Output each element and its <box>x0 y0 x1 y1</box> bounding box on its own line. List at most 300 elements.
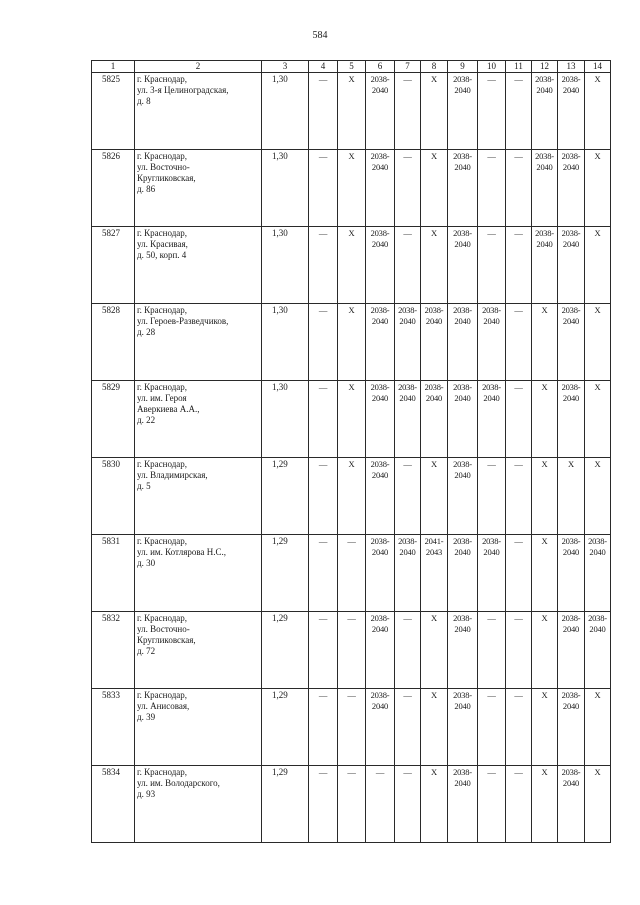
value-cell-col4 <box>309 458 338 535</box>
cell-text: X <box>541 305 548 315</box>
value-cell-col7 <box>395 689 421 766</box>
cell-text: 2040 <box>371 547 389 557</box>
address-line: Кругликовская, <box>137 173 196 183</box>
value-cell-col7 <box>395 612 421 689</box>
cell-text: — <box>318 459 328 469</box>
value-cell-col5 <box>338 304 366 381</box>
cell-text: 2040 <box>536 239 553 249</box>
cell-text: 2040 <box>399 393 416 403</box>
cell-text: — <box>318 74 328 84</box>
value-cell-col4 <box>309 227 338 304</box>
value-cell-col3: 1,29 <box>262 458 309 535</box>
cell-text: 2040 <box>562 624 580 634</box>
value-cell-col3: 1,30 <box>262 73 309 150</box>
address-line: г. Краснодар, <box>137 305 188 315</box>
value-cell-col4 <box>309 73 338 150</box>
cell-text: 2040 <box>483 393 500 403</box>
cell-text: 2038- <box>398 536 417 546</box>
cell-text: — <box>347 613 356 623</box>
column-header: 3 <box>262 61 309 73</box>
value-cell-col8 <box>421 766 448 843</box>
cell-text: X <box>431 459 437 469</box>
address-line: ул. Восточно- <box>137 162 190 172</box>
cell-text: 2038- <box>370 536 390 546</box>
cell-text: 2038- <box>561 151 581 161</box>
cell-text: 2040 <box>562 778 580 788</box>
address-cell <box>135 381 262 458</box>
row-number: 5834 <box>92 766 135 843</box>
cell-text: 2038- <box>561 536 581 546</box>
cell-text: X <box>348 382 355 392</box>
value-cell-col10 <box>478 612 506 689</box>
cell-text: 2040 <box>454 624 471 634</box>
value-cell-col6 <box>366 689 395 766</box>
cell-text: 2038- <box>398 305 417 315</box>
cell-text: X <box>431 74 437 84</box>
address-line: д. 86 <box>137 184 156 194</box>
cell-text: 2038- <box>453 382 472 392</box>
value-cell-col12 <box>532 458 558 535</box>
cell-text: 2038- <box>453 536 472 546</box>
value-cell-col4 <box>309 689 338 766</box>
cell-text: 2038- <box>453 74 472 84</box>
column-header: 4 <box>309 61 338 73</box>
cell-text: 2038- <box>424 382 444 392</box>
cell-text: — <box>403 459 412 469</box>
cell-text: 2040 <box>371 162 389 172</box>
cell-text: 2038- <box>561 690 581 700</box>
cell-text: X <box>594 151 601 161</box>
cell-text: 2038- <box>535 228 554 238</box>
cell-text: 2040 <box>562 85 580 95</box>
value-cell-col8 <box>421 73 448 150</box>
cell-text: — <box>375 767 385 777</box>
value-cell-col3: 1,30 <box>262 227 309 304</box>
value-cell-col11 <box>506 535 532 612</box>
cell-text: 2038- <box>561 228 581 238</box>
value-cell-col4 <box>309 304 338 381</box>
cell-text: — <box>487 459 496 469</box>
value-cell-col11 <box>506 73 532 150</box>
address-line: ул. Анисовая, <box>137 701 190 711</box>
column-header: 7 <box>395 61 421 73</box>
column-header: 10 <box>478 61 506 73</box>
cell-text: 2038- <box>453 459 472 469</box>
value-cell-col9 <box>448 689 478 766</box>
row-number: 5829 <box>92 381 135 458</box>
cell-text: X <box>541 382 548 392</box>
cell-text: 2040 <box>425 393 443 403</box>
address-line: д. 5 <box>137 481 151 491</box>
cell-text: X <box>348 305 355 315</box>
value-cell-col3: 1,30 <box>262 381 309 458</box>
value-cell-col10 <box>478 150 506 227</box>
cell-text: 2038- <box>561 305 581 315</box>
cell-text: 2040 <box>371 239 389 249</box>
cell-text: — <box>347 767 356 777</box>
value-cell-col14 <box>585 381 611 458</box>
value-cell-col6 <box>366 612 395 689</box>
page-number: 584 <box>312 30 328 41</box>
table-row <box>92 458 611 535</box>
value-cell-col12 <box>532 612 558 689</box>
table-row <box>92 304 611 381</box>
address-line: Кругликовская, <box>137 635 196 645</box>
cell-text: 2038- <box>453 690 472 700</box>
cell-text: 2038- <box>535 74 554 84</box>
address-cell <box>135 689 262 766</box>
value-cell-col10 <box>478 458 506 535</box>
value-cell-col14 <box>585 689 611 766</box>
address-line: ул. Героев-Разведчиков, <box>137 316 229 326</box>
cell-text: 2040 <box>536 162 553 172</box>
value-cell-col6 <box>366 150 395 227</box>
row-number: 5830 <box>92 458 135 535</box>
value-cell-col3: 1,30 <box>262 304 309 381</box>
address-cell <box>135 458 262 535</box>
cell-text: 2040 <box>425 316 443 326</box>
value-cell-col10 <box>478 304 506 381</box>
row-number: 5831 <box>92 535 135 612</box>
value-cell-col9 <box>448 535 478 612</box>
cell-text: — <box>514 613 523 623</box>
address-cell <box>135 766 262 843</box>
cell-text: 2040 <box>399 547 416 557</box>
cell-text: — <box>487 767 496 777</box>
cell-text: 2041- <box>424 536 444 546</box>
value-cell-col9 <box>448 766 478 843</box>
value-cell-col5 <box>338 689 366 766</box>
value-cell-col9 <box>448 381 478 458</box>
cell-text: 2043 <box>425 547 443 557</box>
value-cell-col11 <box>506 766 532 843</box>
address-line: д. 8 <box>137 96 151 106</box>
value-cell-col10 <box>478 73 506 150</box>
cell-text: — <box>514 74 523 84</box>
cell-text: 2038- <box>535 151 554 161</box>
row-number: 5828 <box>92 304 135 381</box>
value-cell-col11 <box>506 304 532 381</box>
cell-text: 2040 <box>454 393 471 403</box>
value-cell-col5 <box>338 458 366 535</box>
cell-text: 2038- <box>398 382 417 392</box>
row-number: 5827 <box>92 227 135 304</box>
value-cell-col3: 1,30 <box>262 150 309 227</box>
value-cell-col11 <box>506 458 532 535</box>
column-header: 6 <box>366 61 395 73</box>
cell-text: X <box>431 613 437 623</box>
value-cell-col7 <box>395 458 421 535</box>
cell-text: — <box>347 536 356 546</box>
cell-text: — <box>403 690 412 700</box>
value-cell-col9 <box>448 73 478 150</box>
cell-text: — <box>318 536 328 546</box>
value-cell-col7 <box>395 535 421 612</box>
cell-text: 2040 <box>454 85 471 95</box>
value-cell-col8 <box>421 381 448 458</box>
row-number: 5826 <box>92 150 135 227</box>
cell-text: X <box>594 459 601 469</box>
value-cell-col12 <box>532 766 558 843</box>
value-cell-col12 <box>532 227 558 304</box>
address-line: ул. им. Героя <box>137 393 187 403</box>
table-body <box>92 73 611 843</box>
cell-text: 2040 <box>562 701 580 711</box>
cell-text: 2040 <box>454 701 471 711</box>
value-cell-col13 <box>558 458 585 535</box>
address-line: д. 50, корп. 4 <box>137 250 187 260</box>
address-line: ул. Восточно- <box>137 624 190 634</box>
cell-text: 2038- <box>588 536 607 546</box>
cell-text: 2038- <box>370 613 390 623</box>
address-line: ул. им. Володарского, <box>137 778 220 788</box>
cell-text: X <box>568 459 574 469</box>
cell-text: X <box>594 228 601 238</box>
cell-text: X <box>594 74 601 84</box>
address-line: ул. 3-я Целиноградская, <box>137 85 229 95</box>
value-cell-col7 <box>395 766 421 843</box>
row-number: 5832 <box>92 612 135 689</box>
table-row <box>92 689 611 766</box>
value-cell-col13 <box>558 612 585 689</box>
cell-text: — <box>514 382 523 392</box>
cell-text: 2040 <box>399 316 416 326</box>
value-cell-col13 <box>558 689 585 766</box>
cell-text: — <box>403 151 412 161</box>
cell-text: X <box>541 536 548 546</box>
cell-text: 2038- <box>482 536 501 546</box>
cell-text: — <box>487 613 496 623</box>
value-cell-col14 <box>585 150 611 227</box>
table-row <box>92 73 611 150</box>
cell-text: 2040 <box>454 547 471 557</box>
row-number: 5825 <box>92 73 135 150</box>
value-cell-col3: 1,29 <box>262 689 309 766</box>
cell-text: — <box>403 767 412 777</box>
cell-text: — <box>403 613 412 623</box>
cell-text: 2040 <box>371 316 389 326</box>
value-cell-col8 <box>421 535 448 612</box>
address-line: г. Краснодар, <box>137 690 188 700</box>
cell-text: 2040 <box>454 778 471 788</box>
address-line: г. Краснодар, <box>137 74 188 84</box>
value-cell-col12 <box>532 304 558 381</box>
cell-text: — <box>487 228 496 238</box>
column-header: 11 <box>506 61 532 73</box>
address-line: г. Краснодар, <box>137 459 188 469</box>
value-cell-col12 <box>532 381 558 458</box>
value-cell-col7 <box>395 150 421 227</box>
address-line: д. 30 <box>137 558 156 568</box>
value-cell-col8 <box>421 304 448 381</box>
cell-text: — <box>347 690 356 700</box>
value-cell-col3: 1,29 <box>262 612 309 689</box>
cell-text: — <box>403 228 412 238</box>
value-cell-col10 <box>478 766 506 843</box>
cell-text: X <box>541 767 548 777</box>
column-header: 1 <box>92 61 135 73</box>
value-cell-col9 <box>448 304 478 381</box>
cell-text: — <box>514 151 523 161</box>
address-line: д. 93 <box>137 789 156 799</box>
cell-text: — <box>318 305 328 315</box>
value-cell-col6 <box>366 535 395 612</box>
value-cell-col5 <box>338 766 366 843</box>
cell-text: 2040 <box>589 547 606 557</box>
cell-text: 2040 <box>562 316 580 326</box>
cell-text: — <box>318 382 328 392</box>
cell-text: 2038- <box>370 459 390 469</box>
cell-text: X <box>541 613 548 623</box>
value-cell-col14 <box>585 304 611 381</box>
table-row <box>92 150 611 227</box>
cell-text: 2040 <box>483 547 500 557</box>
value-cell-col14 <box>585 612 611 689</box>
table-row <box>92 381 611 458</box>
address-line: Аверкиева А.А., <box>137 404 200 414</box>
value-cell-col4 <box>309 766 338 843</box>
cell-text: — <box>318 228 328 238</box>
cell-text: 2040 <box>562 547 580 557</box>
value-cell-col12 <box>532 150 558 227</box>
value-cell-col12 <box>532 689 558 766</box>
value-cell-col7 <box>395 381 421 458</box>
address-line: г. Краснодар, <box>137 228 188 238</box>
value-cell-col13 <box>558 73 585 150</box>
value-cell-col9 <box>448 150 478 227</box>
address-line: д. 72 <box>137 646 156 656</box>
value-cell-col11 <box>506 150 532 227</box>
value-cell-col3: 1,29 <box>262 766 309 843</box>
cell-text: 2038- <box>370 74 390 84</box>
cell-text: 2040 <box>371 701 389 711</box>
cell-text: — <box>514 305 523 315</box>
cell-text: 2038- <box>561 767 581 777</box>
value-cell-col4 <box>309 535 338 612</box>
cell-text: 2040 <box>562 239 580 249</box>
column-header: 9 <box>448 61 478 73</box>
cell-text: 2040 <box>562 162 580 172</box>
column-header: 8 <box>421 61 448 73</box>
value-cell-col6 <box>366 766 395 843</box>
cell-text: 2040 <box>562 393 580 403</box>
value-cell-col14 <box>585 535 611 612</box>
value-cell-col10 <box>478 535 506 612</box>
value-cell-col4 <box>309 612 338 689</box>
value-cell-col14 <box>585 73 611 150</box>
cell-text: 2038- <box>561 613 581 623</box>
cell-text: 2038- <box>588 613 607 623</box>
cell-text: X <box>348 228 355 238</box>
value-cell-col11 <box>506 612 532 689</box>
value-cell-col8 <box>421 689 448 766</box>
column-header: 12 <box>532 61 558 73</box>
value-cell-col11 <box>506 689 532 766</box>
value-cell-col12 <box>532 73 558 150</box>
address-line: д. 39 <box>137 712 156 722</box>
cell-text: 2040 <box>454 316 471 326</box>
row-number: 5833 <box>92 689 135 766</box>
cell-text: 2040 <box>371 85 389 95</box>
cell-text: — <box>514 536 523 546</box>
cell-text: — <box>514 767 523 777</box>
cell-text: 2038- <box>482 382 501 392</box>
cell-text: — <box>487 690 496 700</box>
cell-text: — <box>318 690 328 700</box>
cell-text: 2040 <box>536 85 553 95</box>
cell-text: 2040 <box>454 239 471 249</box>
cell-text: 2038- <box>482 305 501 315</box>
cell-text: X <box>431 690 437 700</box>
cell-text: — <box>487 74 496 84</box>
cell-text: 2038- <box>561 382 581 392</box>
value-cell-col5 <box>338 381 366 458</box>
value-cell-col8 <box>421 458 448 535</box>
value-cell-col13 <box>558 535 585 612</box>
cell-text: 2038- <box>453 613 472 623</box>
value-cell-col5 <box>338 150 366 227</box>
column-header: 14 <box>585 61 611 73</box>
value-cell-col6 <box>366 73 395 150</box>
address-line: г. Краснодар, <box>137 382 188 392</box>
cell-text: 2038- <box>370 228 390 238</box>
housing-registry-table <box>91 60 611 843</box>
value-cell-col9 <box>448 458 478 535</box>
value-cell-col5 <box>338 535 366 612</box>
cell-text: X <box>594 305 601 315</box>
value-cell-col7 <box>395 304 421 381</box>
cell-text: X <box>348 74 355 84</box>
address-cell <box>135 150 262 227</box>
value-cell-col10 <box>478 227 506 304</box>
cell-text: 2038- <box>453 767 472 777</box>
cell-text: — <box>514 690 523 700</box>
cell-text: 2038- <box>424 305 444 315</box>
column-header: 2 <box>135 61 262 73</box>
address-line: г. Краснодар, <box>137 767 188 777</box>
value-cell-col13 <box>558 766 585 843</box>
cell-text: — <box>318 767 328 777</box>
cell-text: 2038- <box>370 305 390 315</box>
address-line: ул. Красивая, <box>137 239 188 249</box>
address-line: ул. Владимирская, <box>137 470 208 480</box>
value-cell-col4 <box>309 150 338 227</box>
address-cell <box>135 227 262 304</box>
address-line: д. 22 <box>137 415 156 425</box>
cell-text: 2040 <box>371 393 389 403</box>
table-row <box>92 535 611 612</box>
value-cell-col9 <box>448 227 478 304</box>
cell-text: X <box>348 151 355 161</box>
cell-text: 2038- <box>370 690 390 700</box>
cell-text: 2040 <box>454 162 471 172</box>
value-cell-col6 <box>366 458 395 535</box>
value-cell-col6 <box>366 304 395 381</box>
value-cell-col11 <box>506 381 532 458</box>
cell-text: 2038- <box>453 228 472 238</box>
column-header: 13 <box>558 61 585 73</box>
value-cell-col14 <box>585 766 611 843</box>
value-cell-col8 <box>421 227 448 304</box>
cell-text: 2038- <box>370 382 390 392</box>
value-cell-col6 <box>366 227 395 304</box>
cell-text: — <box>403 74 412 84</box>
cell-text: 2038- <box>561 74 581 84</box>
cell-text: 2040 <box>371 624 389 634</box>
table-row <box>92 227 611 304</box>
value-cell-col12 <box>532 535 558 612</box>
cell-text: X <box>431 228 437 238</box>
